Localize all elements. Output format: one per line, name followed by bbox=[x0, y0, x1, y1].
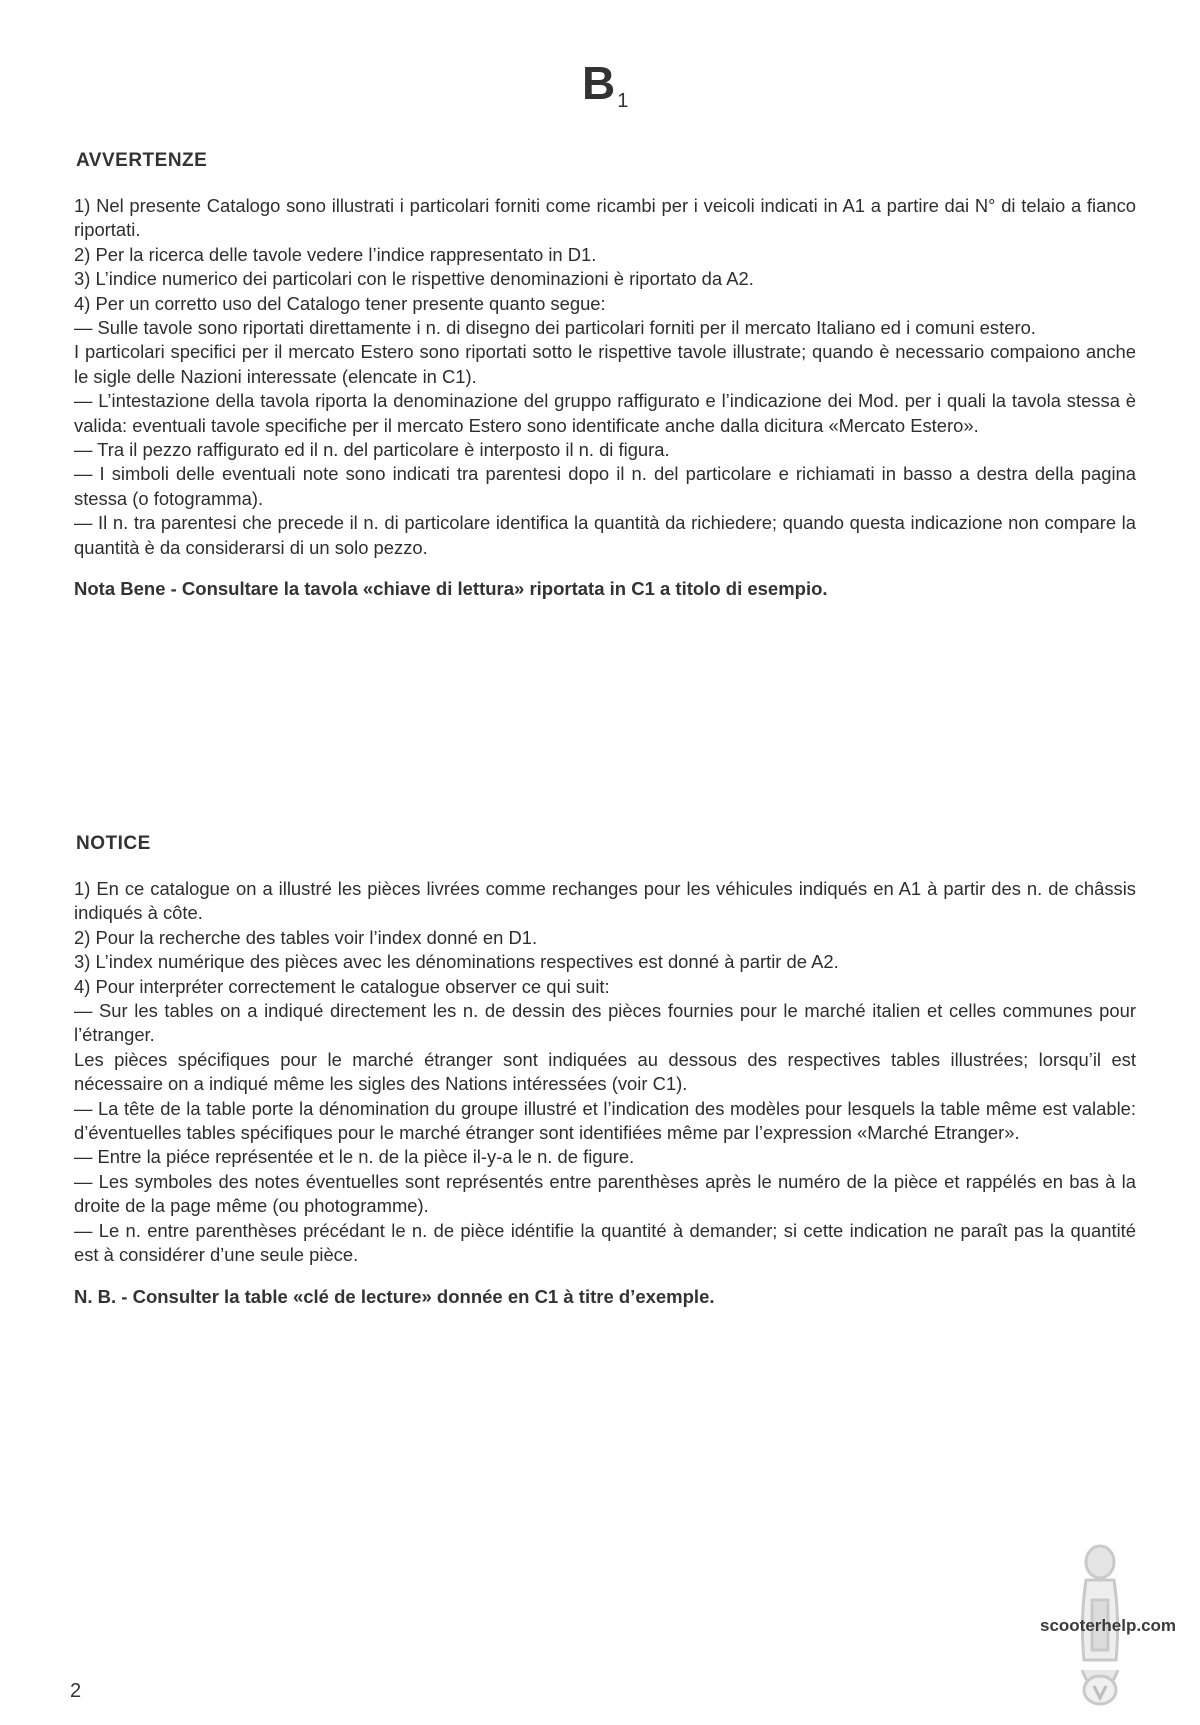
italian-paragraph: I particolari specifici per il mercato Estero sono riportati sotto le rispettive tavole illustrate; quando è necessario compaiono anche le sigle delle Nazioni interessate (elencate in C1). bbox=[74, 341, 1136, 387]
french-paragraph: 2) Pour la recherche des tables voir l’index donné en D1. bbox=[74, 926, 538, 948]
watermark bbox=[1040, 1540, 1190, 1720]
french-note: N. B. - Consulter la table «clé de lecture» donnée en C1 à titre d’exemple. bbox=[74, 1285, 715, 1307]
page-code-sub: 1 bbox=[617, 90, 629, 112]
french-paragraph: 3) L’index numérique des pièces avec les dénominations respectives est donné à partir de A2. bbox=[74, 951, 839, 973]
italian-paragraph: 2) Per la ricerca delle tavole vedere l’indice rappresentato in D1. bbox=[74, 243, 597, 265]
italian-paragraph: — Tra il pezzo raffigurato ed il n. del particolare è interposto il n. di figura. bbox=[74, 439, 670, 461]
italian-heading: AVVERTENZE bbox=[76, 150, 208, 171]
italian-paragraph: 1) Nel presente Catalogo sono illustrati i particolari forniti come ricambi per i veicoli indicati in A1 a partire dai N° di telaio a fianco riportati. bbox=[74, 195, 1136, 241]
french-heading: NOTICE bbox=[76, 833, 151, 854]
italian-paragraph: — I simboli delle eventuali note sono indicati tra parentesi dopo il n. del particolare e richiamati in basso a destra della pagina stessa (o fotogramma). bbox=[74, 463, 1136, 509]
italian-paragraph: — Il n. tra parentesi che precede il n. di particolare identifica la quantità da richiedere; quando questa indicazione non compare la quantità è da considerarsi di un solo pezzo. bbox=[74, 512, 1136, 558]
page-number: 2 bbox=[70, 1680, 82, 1702]
watermark-text: scooterhelp.com bbox=[1040, 1616, 1177, 1635]
italian-paragraph: 3) L’indice numerico dei particolari con le rispettive denominazioni è riportato da A2. bbox=[74, 268, 754, 290]
french-paragraph: — Le n. entre parenthèses précédant le n. de pièce idéntifie la quantité à demander; si cette indication ne paraît pas la quantité est à considérer d’une seule pièce. bbox=[74, 1219, 1136, 1266]
french-paragraph: — La tête de la table porte la dénomination du groupe illustré et l’indication des modèles pour lesquels la table même est valable: d’éventuelles tables spécifiques pour le marché étranger sont identifiées même par l’expression «Marché Etranger». bbox=[74, 1097, 1136, 1144]
italian-note: Nota Bene - Consultare la tavola «chiave di lettura» riportata in C1 a titolo di esempio. bbox=[74, 578, 828, 600]
french-paragraph: Les pièces spécifiques pour le marché étranger sont indiquées au dessous des respectives tables illustrées; lorsqu’il est nécessaire on a indiqué même les sigles des Nations intéressées (voir C1). bbox=[74, 1048, 1136, 1095]
italian-paragraph: — L’intestazione della tavola riporta la denominazione del gruppo raffigurato e l’indicazione dei Mod. per i quali la tavola stessa è valida: eventuali tavole specifiche per il mercato Estero sono identificate anche dalla dicitura «Mercato Estero». bbox=[74, 390, 1136, 436]
french-paragraph: — Les symboles des notes éventuelles sont représentés entre parenthèses après le numéro de la pièce et rappélés en bas à la droite de la page même (ou photogramme). bbox=[74, 1170, 1136, 1217]
french-paragraph: 4) Pour interpréter correctement le catalogue observer ce qui suit: bbox=[74, 975, 610, 997]
italian-paragraph: — Sulle tavole sono riportati direttamente i n. di disegno dei particolari forniti per il mercato Italiano ed i comuni estero. bbox=[74, 317, 1036, 339]
french-paragraph: 1) En ce catalogue on a illustré les pièces livrées comme rechanges pour les véhicules indiqués en A1 à partir des n. de châssis indiqués à côte. bbox=[74, 878, 1136, 924]
french-paragraph: — Sur les tables on a indiqué directement les n. de dessin des pièces fournies pour le marché italien et celles communes pour l’étranger. bbox=[74, 1000, 1136, 1046]
page-code bbox=[582, 57, 629, 112]
italian-paragraph: 4) Per un corretto uso del Catalogo tener presente quanto segue: bbox=[74, 292, 606, 314]
italian-section bbox=[74, 150, 1136, 619]
french-paragraph: — Entre la piéce représentée et le n. de la pièce il-y-a le n. de figure. bbox=[74, 1146, 635, 1168]
french-section bbox=[74, 833, 1136, 1326]
page-code-letter: B bbox=[582, 57, 616, 109]
